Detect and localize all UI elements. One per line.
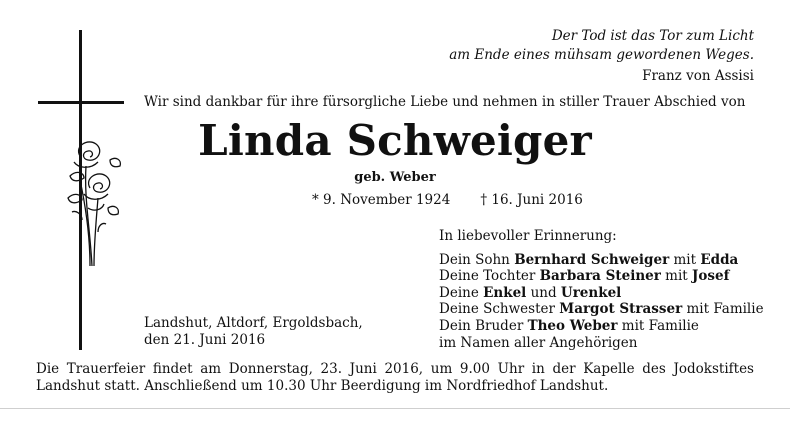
life-dates	[312, 192, 583, 208]
mourner-row: im Namen aller Angehörigen	[439, 334, 638, 351]
birth-date: * 9. November 1924	[312, 192, 451, 208]
bottom-divider	[0, 408, 790, 409]
cross-icon-beam	[38, 101, 124, 104]
mourner-row: Dein Bruder Theo Weber mit Familie	[439, 317, 699, 334]
funeral-line-1: Die Trauerfeier findet am Donnerstag, 23. Juni 2016, um 9.00 Uhr in der Kapelle des Jodokstiftes	[36, 361, 754, 377]
mourner-row: Deine Enkel und Urenkel	[439, 284, 622, 301]
maiden-name: geb. Weber	[354, 170, 436, 185]
date-line: den 21. Juni 2016	[144, 331, 266, 348]
funeral-info	[36, 361, 754, 395]
funeral-line-2: Landshut statt. Anschließend um 10.30 Uhr Beerdigung im Nordfriedhof Landshut.	[36, 378, 609, 394]
mourners-intro: In liebevoller Erinnerung:	[439, 228, 617, 244]
place-line: Landshut, Altdorf, Ergoldsbach,	[144, 315, 363, 331]
mourner-row: Dein Sohn Bernhard Schweiger mit Edda	[439, 251, 739, 268]
mourners-list	[439, 228, 764, 351]
place-and-date	[144, 315, 363, 348]
quote-line-2: am Ende eines mühsam gewordenen Weges.	[449, 47, 754, 63]
quote	[449, 27, 754, 86]
mourner-row: Deine Schwester Margot Strasser mit Familie	[439, 301, 764, 318]
intro-text: Wir sind dankbar für ihre fürsorgliche Liebe und nehmen in stiller Trauer Abschied von	[144, 94, 746, 110]
quote-author: Franz von Assisi	[642, 68, 754, 84]
mourner-row: Deine Tochter Barbara Steiner mit Josef	[439, 268, 730, 285]
deceased-name: Linda Schweiger	[198, 116, 592, 165]
death-date: † 16. Juni 2016	[480, 192, 583, 208]
quote-line-1: Der Tod ist das Tor zum Licht	[551, 28, 754, 44]
